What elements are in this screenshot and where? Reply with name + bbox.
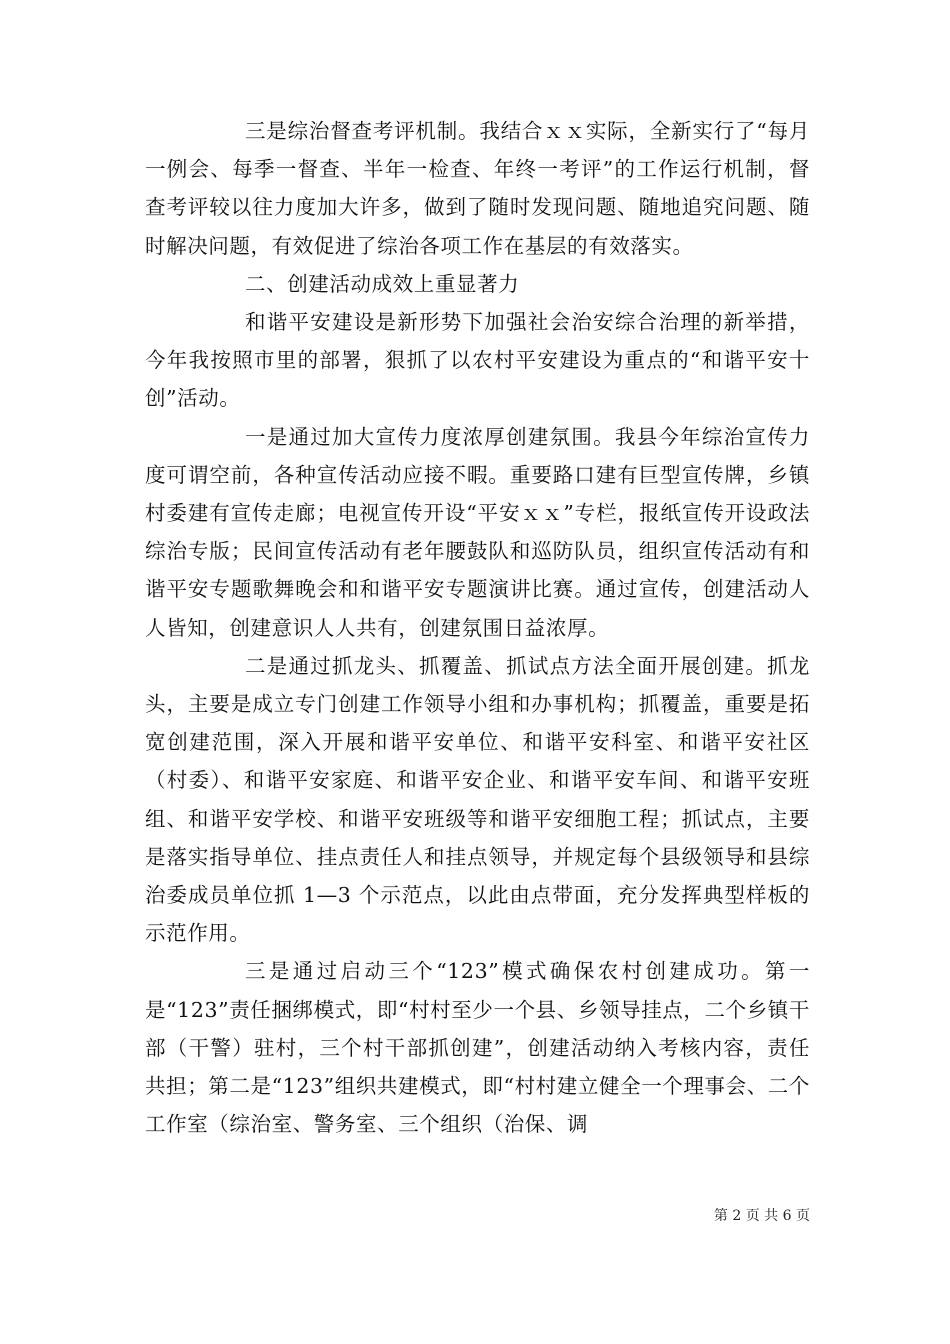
page-number-footer: 第 2 页 共 6 页 xyxy=(713,1208,810,1224)
paragraph-supervision-mechanism: 三是综治督查考评机制。我结合ｘｘ实际，全新实行了“每月一例会、每季一督查、半年一检查、年终一考评”的工作运行机制，督查考评较以往力度加大许多，做到了随时发现问题、随地追究问题、随时解决问题，有效促进了综治各项工作在基层的有效落实。 xyxy=(145,119,810,258)
paragraph-coverage-pilots: 二是通过抓龙头、抓覆盖、抓试点方法全面开展创建。抓龙头，主要是成立专门创建工作领导小组和办事机构；抓覆盖，重要是拓宽创建范围，深入开展和谐平安单位、和谐平安科室、和谐平安社区（村委）、和谐平安家庭、和谐平安企业、和谐平安车间、和谐平安班组、和谐平安学校、和谐平安班级等和谐平安细胞工程；抓试点，主要是落实指导单位、挂点责任人和挂点领导，并规定每个县级领导和县综治委成员单位抓 1—3 个示范点，以此由点带面，充分发挥典型样板的示范作用。 xyxy=(145,653,810,946)
section-heading: 二、创建活动成效上重显著力 xyxy=(245,271,520,296)
paragraph-publicity: 一是通过加大宣传力度浓厚创建氛围。我县今年综治宣传力度可谓空前，各种宣传活动应接不暇。重要路口建有巨型宣传牌，乡镇村委建有宣传走廊；电视宣传开设“平安ｘｘ”专栏，报纸宣传开设政法综治专版；民间宣传活动有老年腰鼓队和巡防队员，组织宣传活动有和谐平安专题歌舞晚会和和谐平安专题演讲比赛。通过宣传，创建活动人人皆知，创建意识人人共有，创建氛围日益浓厚。 xyxy=(145,424,810,640)
paragraph-harmony-intro: 和谐平安建设是新形势下加强社会治安综合治理的新举措，今年我按照市里的部署，狠抓了以农村平安建设为重点的“和谐平安十创”活动。 xyxy=(145,310,810,411)
paragraph-123-model: 三是通过启动三个“123”模式确保农村创建成功。第一是“123”责任捆绑模式，即“村村至少一个县、乡领导挂点，二个乡镇干部（干警）驻村，三个村干部抓创建”，创建活动纳入考核内容，责任共担；第二是“123”组织共建模式，即“村村建立健全一个理事会、二个工作室（综治室、警务室、三个组织（治保、调 xyxy=(145,959,810,1137)
document-body xyxy=(145,112,810,1143)
